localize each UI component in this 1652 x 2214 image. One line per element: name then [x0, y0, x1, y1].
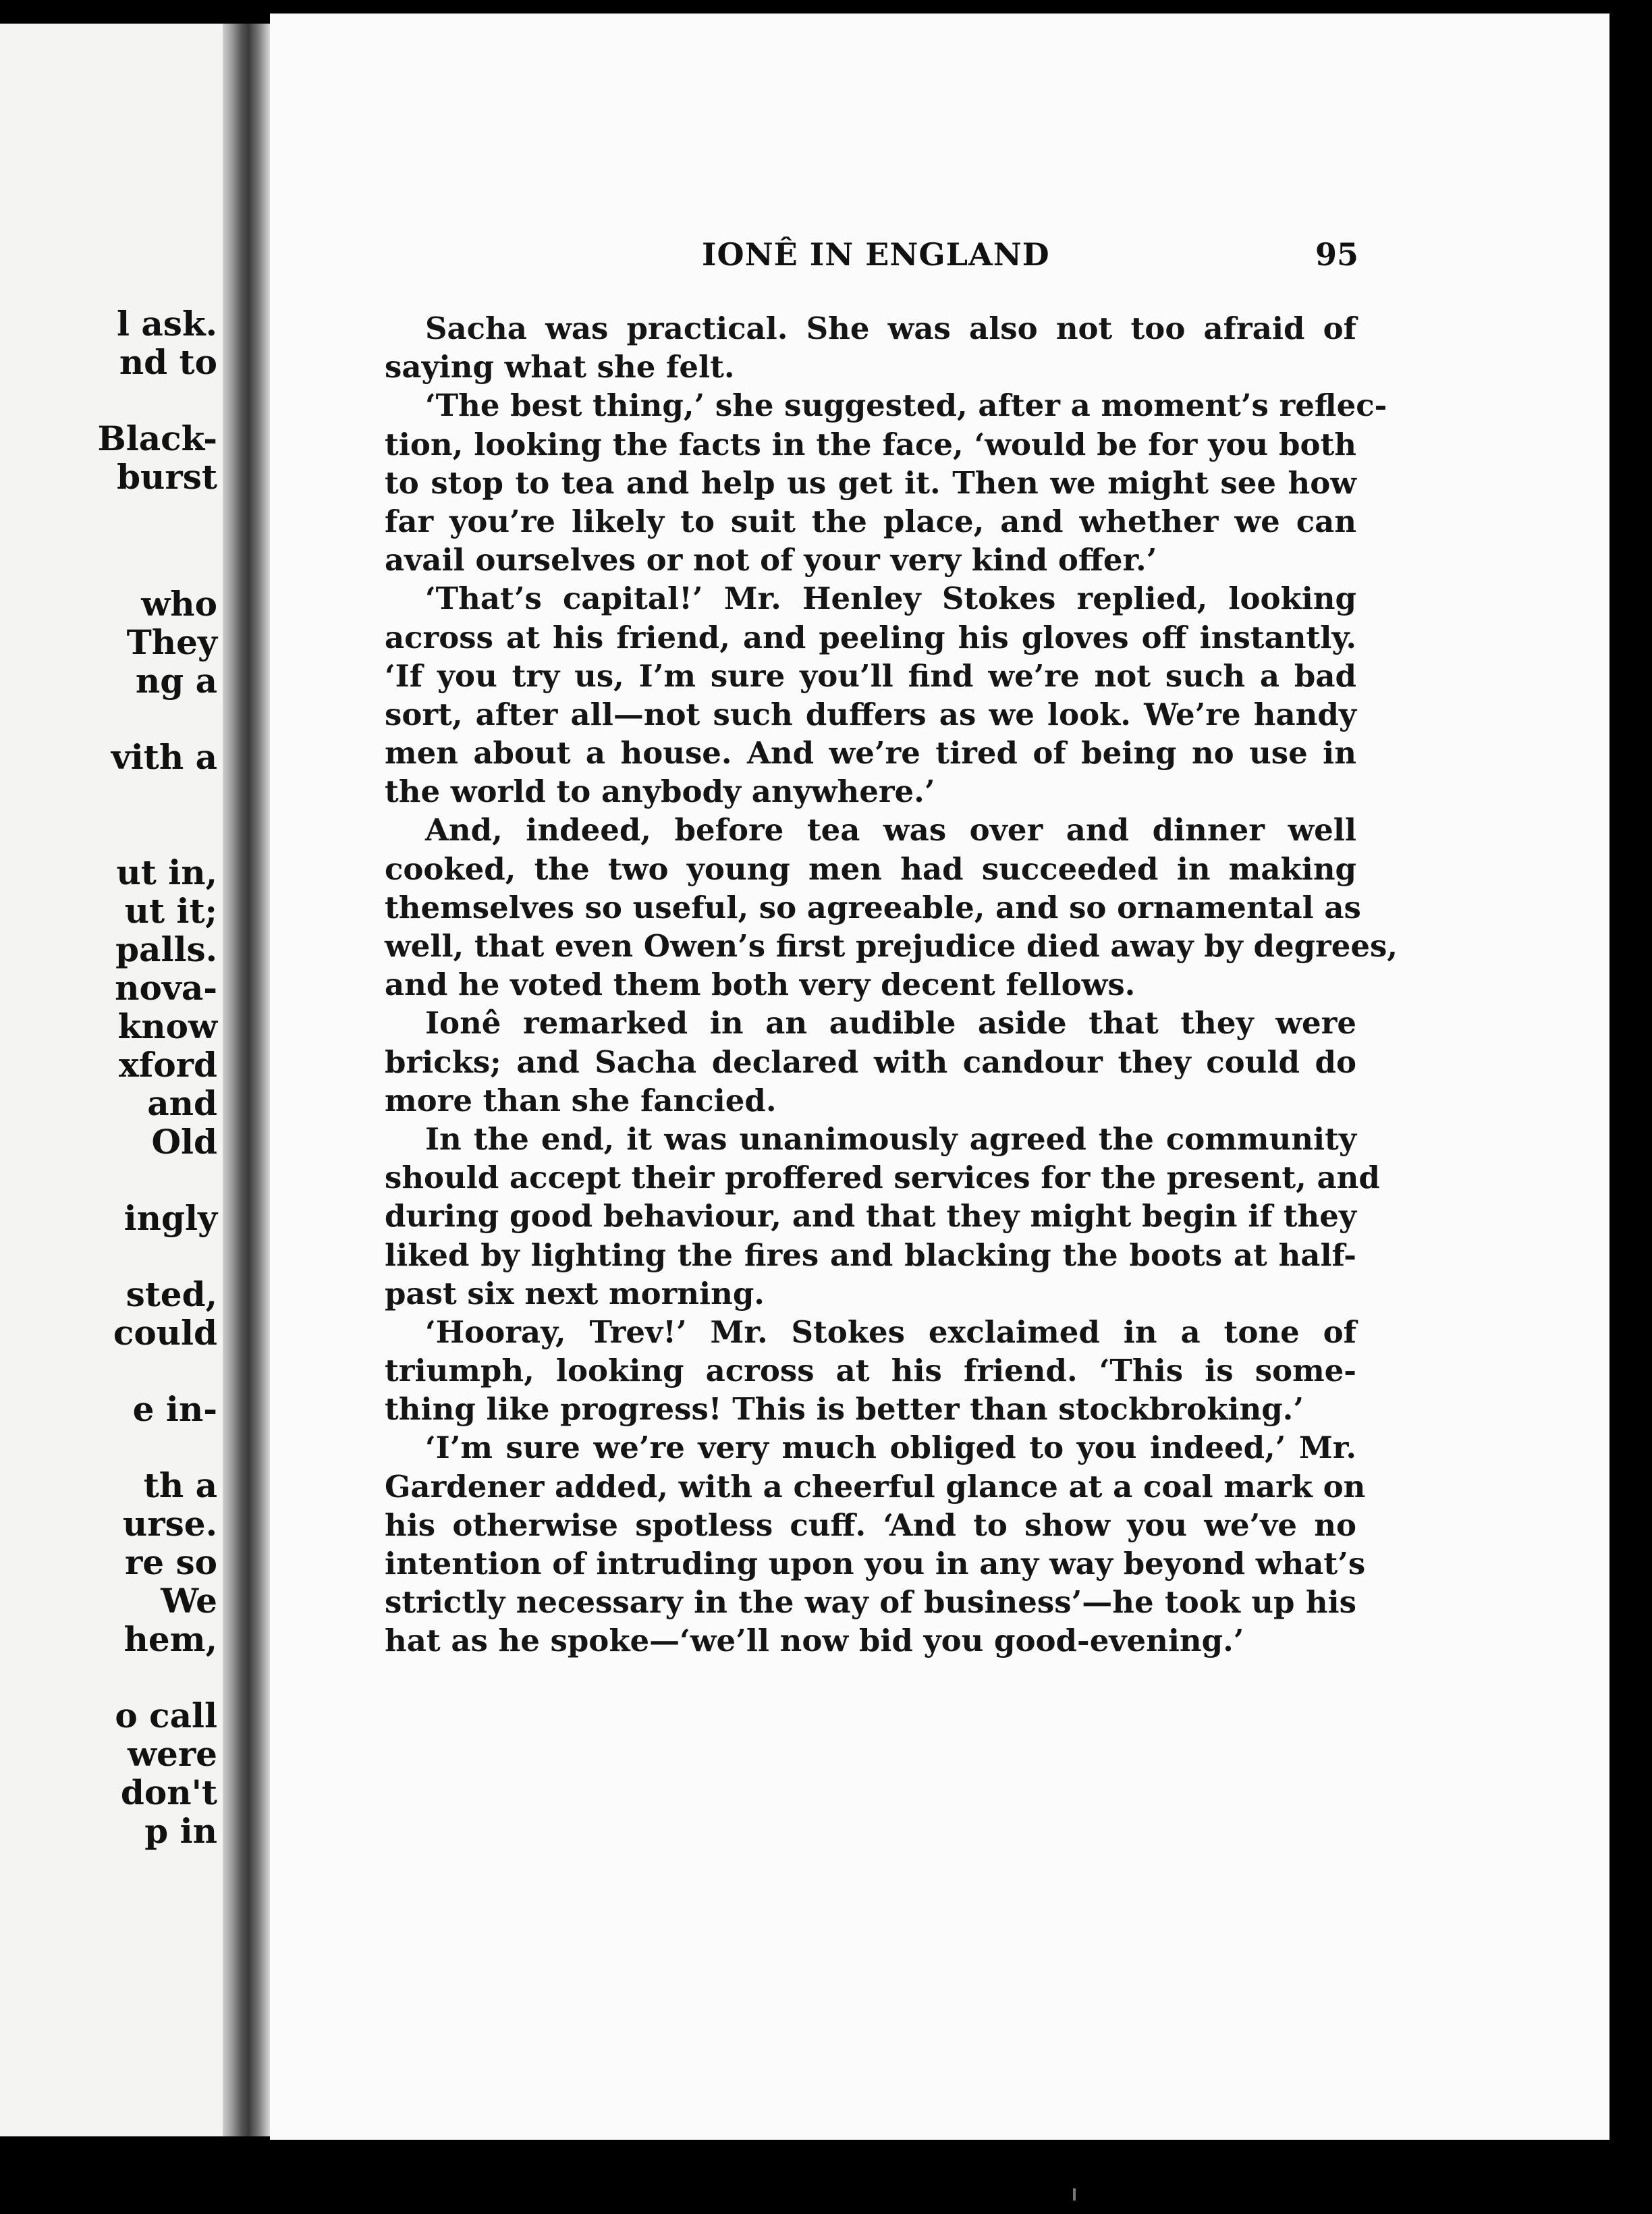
- facing-page-line: palls.: [115, 929, 217, 969]
- facing-page-line: ut in,: [116, 853, 217, 892]
- text-line: to stop to tea and help us get it. Then we might see how: [385, 464, 1356, 501]
- facing-page-line: l ask.: [117, 304, 217, 344]
- facing-page-line: vith a: [111, 737, 217, 777]
- facing-page-line: ingly: [123, 1198, 217, 1238]
- text-line: ‘Hooray, Trev!’ Mr. Stokes exclaimed in a tone of: [425, 1314, 1356, 1350]
- text-line: the world to anybody anywhere.’: [385, 774, 935, 810]
- facing-page-line: could: [113, 1313, 217, 1353]
- text-line: across at his friend, and peeling his gloves off instantly.: [385, 619, 1356, 655]
- facing-page-line: were: [127, 1734, 217, 1774]
- text-line: triumph, looking across at his friend. ‘This is some-: [385, 1353, 1356, 1389]
- facing-page-line: They: [126, 622, 217, 662]
- text-line: ‘That’s capital!’ Mr. Henley Stokes replied, looking: [425, 580, 1356, 617]
- text-line: strictly necessary in the way of business’—he took up his: [385, 1584, 1356, 1621]
- text-line: In the end, it was unanimously agreed the community: [425, 1120, 1356, 1157]
- text-line: liked by lighting the fires and blacking the boots at half-: [385, 1237, 1356, 1273]
- facing-page-line: Black-: [97, 418, 217, 458]
- book-gutter: [223, 24, 270, 2136]
- facing-page-line: We: [161, 1581, 217, 1621]
- text-line: tion, looking the facts in the face, ‘would be for you both: [385, 426, 1356, 462]
- text-line: far you’re likely to suit the place, and whether we can: [385, 503, 1356, 539]
- facing-page-line: Old: [151, 1122, 217, 1162]
- facing-page-line: who: [141, 584, 217, 624]
- text-line: ‘The best thing,’ she suggested, after a moment’s reflec-: [425, 387, 1387, 424]
- scan-speck: [1073, 2188, 1076, 2200]
- facing-page-line: urse.: [122, 1504, 217, 1544]
- text-line: Ionê remarked in an audible aside that they were: [425, 1005, 1356, 1042]
- text-line: Sacha was practical. She was also not too afraid of: [425, 310, 1356, 346]
- facing-page-fragment: [0, 24, 223, 2136]
- facing-page-line: nd to: [119, 342, 217, 382]
- facing-page-line: and: [147, 1083, 217, 1123]
- page-number: 95: [1315, 236, 1358, 273]
- facing-page-line: ng a: [135, 661, 217, 701]
- text-line: his otherwise spotless cuff. ‘And to show you we’ve no: [385, 1507, 1356, 1543]
- text-line: And, indeed, before tea was over and dinner well: [425, 812, 1356, 848]
- text-line: and he voted them both very decent fellows.: [385, 967, 1136, 1003]
- facing-page-line: th a: [143, 1465, 217, 1505]
- body-text: [385, 309, 1398, 1660]
- text-line: during good behaviour, and that they might begin if they: [385, 1198, 1356, 1235]
- facing-page-line: burst: [117, 457, 217, 497]
- text-line: saying what she felt.: [385, 349, 735, 385]
- facing-page-line: o call: [115, 1696, 217, 1735]
- facing-page-line: hem,: [123, 1619, 217, 1659]
- text-line: themselves so useful, so agreeable, and so ornamental as: [385, 889, 1361, 925]
- facing-page-line: ut it;: [124, 891, 217, 931]
- facing-page-line: xford: [119, 1045, 217, 1085]
- running-title: IONÊ IN ENGLAND: [702, 236, 1050, 273]
- facing-page-line: don't: [120, 1773, 217, 1812]
- text-line: avail ourselves or not of your very kind offer.’: [385, 542, 1157, 578]
- text-line: cooked, the two young men had succeeded in making: [385, 850, 1356, 887]
- text-line: hat as he spoke—‘we’ll now bid you good-evening.’: [385, 1623, 1244, 1659]
- text-line: sort, after all—not such duffers as we look. We’re handy: [385, 696, 1356, 732]
- text-line: men about a house. And we’re tired of being no use in: [385, 735, 1356, 772]
- text-line: past six next morning.: [385, 1275, 765, 1312]
- facing-page-line: re so: [124, 1542, 217, 1582]
- text-line: more than she fancied.: [385, 1082, 777, 1118]
- facing-page-line: know: [117, 1006, 217, 1046]
- facing-page-line: p in: [144, 1811, 217, 1851]
- facing-page-line: nova-: [115, 968, 217, 1008]
- text-line: intention of intruding upon you in any way beyond what’s: [385, 1546, 1366, 1582]
- text-line: should accept their proffered services for the present, and: [385, 1160, 1380, 1196]
- text-line: ‘If you try us, I’m sure you’ll find we’re not such a bad: [385, 657, 1356, 694]
- text-line: ‘I’m sure we’re very much obliged to you indeed,’ Mr.: [425, 1430, 1356, 1466]
- running-head: [424, 236, 1358, 277]
- text-line: Gardener added, with a cheerful glance at a coal mark on: [385, 1468, 1366, 1505]
- text-line: well, that even Owen’s first prejudice died away by degrees,: [385, 928, 1398, 964]
- facing-page-line: e in-: [132, 1389, 217, 1429]
- facing-page-line: sted,: [126, 1274, 217, 1314]
- text-line: bricks; and Sacha declared with candour they could do: [385, 1044, 1356, 1080]
- text-line: thing like progress! This is better than stockbroking.’: [385, 1391, 1304, 1428]
